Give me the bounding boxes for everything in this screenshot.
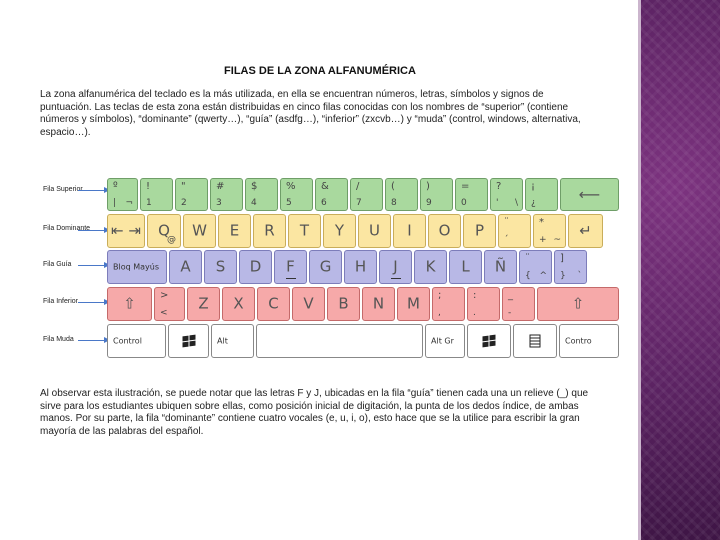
closing-paragraph: Al observar esta ilustración, se puede notar que las letras F y J, ubicadas en la fila “guía” tienen cada una un relieve (_) que sirve para los estudiantes ubiquen sobre ellas, como posición inicial de digitación, la punta de los dedos índice, de ambas manos. Por su parte, la fila “dominante” contiene cuatro vocales (e, u, i, o), esto hace que se la utilice para escribir la gran mayoría de las palabras del español.	[40, 388, 589, 437]
key-superior-sym13[interactable]	[560, 178, 619, 211]
key-main-label: P	[474, 221, 485, 240]
key-guia-k[interactable]	[414, 250, 447, 284]
key-main-label: T	[299, 221, 310, 240]
key-alt-label: @	[167, 235, 176, 245]
key-main-label: Ñ	[494, 257, 507, 276]
key-inferior-n[interactable]	[362, 287, 395, 321]
key-main-label: F	[286, 257, 295, 276]
key-altgr-label: `	[577, 271, 582, 281]
key-base-label: 4	[251, 198, 257, 208]
key-shift-label: "	[181, 181, 186, 192]
key-main-label: J	[393, 257, 398, 276]
key-guia-sym11[interactable]	[519, 250, 552, 284]
key-base-label: .	[473, 308, 476, 318]
key-main-label: M	[407, 294, 420, 313]
row-label-guia: Fila Guía	[43, 261, 72, 268]
key-shift-label: /	[356, 181, 360, 192]
key-main-label: V	[303, 294, 314, 313]
key-base-label: {	[525, 271, 531, 281]
row-label-superior: Fila Superior	[43, 186, 83, 193]
key-muda-control[interactable]	[107, 324, 166, 358]
key-shift-label: _	[508, 290, 513, 301]
key-muda-alt-gr[interactable]	[425, 324, 465, 358]
key-guia-f[interactable]	[274, 250, 307, 284]
key-dominante-y[interactable]	[323, 214, 356, 248]
key-base-label: 2	[181, 198, 187, 208]
key-shift-label: %	[286, 181, 296, 192]
key-text-label: Bloq Mayús	[113, 262, 160, 272]
key-guia-s[interactable]	[204, 250, 237, 284]
key-superior-sym9[interactable]	[420, 178, 453, 211]
key-dominante-sym0[interactable]	[107, 214, 145, 248]
key-shift-label: *	[539, 217, 544, 228]
key-shift-label: )	[426, 181, 430, 192]
key-inferior-c[interactable]	[257, 287, 290, 321]
key-dominante-q[interactable]	[147, 214, 181, 248]
key-superior-sym10[interactable]	[455, 178, 488, 211]
key-dominante-sym11[interactable]	[498, 214, 531, 248]
key-base-label: 3	[216, 198, 222, 208]
key-shift-label: #	[216, 181, 225, 192]
key-dominante-o[interactable]	[428, 214, 461, 248]
key-superior-sym4[interactable]	[245, 178, 278, 211]
key-shift-label: ¡	[531, 181, 536, 192]
key-base-label: 6	[321, 198, 327, 208]
key-guia-l[interactable]	[449, 250, 482, 284]
key-base-label: -	[508, 308, 512, 318]
key-base-label: 7	[356, 198, 362, 208]
key-main-label: L	[461, 257, 470, 276]
key-shift-label: :	[473, 290, 477, 301]
key-main-label: ⇧	[571, 294, 585, 313]
key-inferior-b[interactable]	[327, 287, 360, 321]
key-muda-menu-icon[interactable]	[513, 324, 557, 358]
key-main-label: C	[268, 294, 279, 313]
key-base-label: ,	[438, 308, 441, 318]
key-main-label: A	[180, 257, 191, 276]
key-guia-n[interactable]	[484, 250, 517, 284]
arrow-dominante	[78, 230, 104, 231]
key-inferior-z[interactable]	[187, 287, 220, 321]
arrow-guia	[78, 265, 104, 266]
key-text-label: Alt	[217, 336, 228, 346]
key-main-label: B	[338, 294, 349, 313]
key-guia-a[interactable]	[169, 250, 202, 284]
key-base-label: <	[160, 308, 168, 318]
key-dominante-e[interactable]	[218, 214, 251, 248]
key-superior-sym5[interactable]	[280, 178, 313, 211]
key-base-label: ´	[504, 235, 509, 245]
key-inferior-x[interactable]	[222, 287, 255, 321]
key-base-label: 5	[286, 198, 292, 208]
key-main-label: O	[438, 221, 451, 240]
key-main-label: G	[319, 257, 332, 276]
key-inferior-v[interactable]	[292, 287, 325, 321]
key-inferior-sym1[interactable]	[154, 287, 185, 321]
key-base-label: +	[539, 235, 547, 245]
key-dominante-u[interactable]	[358, 214, 391, 248]
key-muda-alt[interactable]	[211, 324, 254, 358]
windows-icon	[182, 335, 195, 348]
key-main-label: K	[425, 257, 436, 276]
key-main-label: Z	[198, 294, 209, 313]
page-title: FILAS DE LA ZONA ALFANUMÉRICA	[224, 65, 416, 77]
key-shift-label: ]	[560, 253, 564, 264]
key-muda-space[interactable]	[256, 324, 423, 358]
home-key-bump	[391, 278, 401, 279]
key-muda-contro[interactable]	[559, 324, 619, 358]
key-shift-label: =	[461, 181, 470, 192]
key-inferior-sym12[interactable]	[537, 287, 619, 321]
key-guia-j[interactable]	[379, 250, 412, 284]
key-dominante-sym12[interactable]	[533, 214, 566, 248]
key-shift-label: ;	[438, 290, 442, 301]
key-main-label: S	[215, 257, 226, 276]
key-superior-sym7[interactable]	[350, 178, 383, 211]
key-guia-bloq-mayus[interactable]	[107, 250, 167, 284]
menu-icon	[530, 335, 541, 348]
key-guia-sym12[interactable]	[554, 250, 587, 284]
key-shift-label: º	[113, 181, 118, 192]
key-shift-label: ¨	[504, 217, 509, 228]
key-base-label: 9	[426, 198, 432, 208]
key-base-label: 0	[461, 198, 467, 208]
key-shift-label: >	[160, 290, 169, 301]
key-dominante-t[interactable]	[288, 214, 321, 248]
key-shift-label: ?	[496, 181, 502, 192]
row-label-dominante: Fila Dominante	[43, 225, 91, 232]
key-superior-sym3[interactable]	[210, 178, 243, 211]
key-main-label: U	[369, 221, 380, 240]
key-base-label: '	[496, 198, 499, 208]
key-main-label: N	[372, 294, 385, 313]
key-main-label: Q	[158, 221, 170, 240]
key-superior-sym12[interactable]	[525, 178, 558, 211]
key-main-label: ⟵	[578, 185, 601, 203]
key-base-label: 1	[146, 198, 152, 208]
key-inferior-m[interactable]	[397, 287, 430, 321]
key-shift-label: (	[391, 181, 395, 192]
key-main-label: E	[229, 221, 240, 240]
key-dominante-w[interactable]	[183, 214, 216, 248]
key-altgr-label: \	[514, 198, 518, 208]
key-superior-sym6[interactable]	[315, 178, 348, 211]
arrow-superior	[78, 190, 104, 191]
key-altgr-label: ^	[539, 271, 547, 281]
key-text-label: Alt Gr	[431, 336, 454, 346]
key-inferior-sym10[interactable]	[467, 287, 500, 321]
key-shift-label: &	[321, 181, 329, 192]
key-base-label: ¿	[531, 198, 536, 208]
key-superior-sym8[interactable]	[385, 178, 418, 211]
key-text-label: Control	[113, 336, 142, 346]
key-main-label: R	[264, 221, 275, 240]
key-dominante-sym13[interactable]	[568, 214, 603, 248]
key-base-label: }	[560, 271, 566, 281]
key-shift-label: !	[146, 181, 151, 192]
row-label-muda: Fila Muda	[43, 336, 74, 343]
key-main-label: Y	[334, 221, 345, 240]
key-main-label: ⇧	[123, 294, 136, 313]
windows-icon	[483, 335, 496, 348]
key-superior-sym2[interactable]	[175, 178, 208, 211]
key-dominante-i[interactable]	[393, 214, 426, 248]
key-inferior-sym11[interactable]	[502, 287, 535, 321]
key-base-label: 8	[391, 198, 397, 208]
row-label-inferior: Fila Inferior	[43, 298, 79, 305]
key-shift-label: $	[251, 181, 258, 192]
key-main-label: H	[354, 257, 367, 276]
intro-paragraph: La zona alfanumérica del teclado es la más utilizada, en ella se encuentran números, letras, símbolos y signos de puntuación. Las teclas de esta zona están distribuidas en cinco filas conocidas con los nombres de “superior” (contiene números y símbolos), “dominante” (qwerty…), “guía” (asdfg…), “inferior” (zxcvb…) y “muda” (control, windows, alternativa, espacio…).	[40, 89, 581, 138]
key-superior-sym0[interactable]	[107, 178, 138, 211]
key-main-label: X	[233, 294, 244, 313]
key-superior-sym11[interactable]	[490, 178, 523, 211]
key-dominante-r[interactable]	[253, 214, 286, 248]
decorative-sidebar	[641, 0, 720, 540]
arrow-muda	[78, 340, 104, 341]
key-muda-windows-icon[interactable]	[467, 324, 511, 358]
key-inferior-sym0[interactable]	[107, 287, 152, 321]
key-main-label: ↵	[579, 221, 592, 240]
key-superior-sym1[interactable]	[140, 178, 173, 211]
home-key-bump	[286, 278, 296, 279]
key-guia-g[interactable]	[309, 250, 342, 284]
key-guia-d[interactable]	[239, 250, 272, 284]
key-guia-h[interactable]	[344, 250, 377, 284]
key-main-label: I	[407, 221, 412, 240]
key-shift-label: ¨	[525, 253, 530, 264]
key-base-label: |	[113, 198, 117, 208]
key-dominante-p[interactable]	[463, 214, 496, 248]
key-main-label: W	[192, 221, 207, 240]
key-main-label: ⇤ ⇥	[111, 221, 141, 240]
key-inferior-sym9[interactable]	[432, 287, 465, 321]
key-text-label: Contro	[565, 336, 592, 346]
key-main-label: D	[249, 257, 262, 276]
key-altgr-label: ~	[553, 235, 561, 245]
key-muda-windows-icon[interactable]	[168, 324, 209, 358]
key-altgr-label: ¬	[125, 198, 133, 208]
arrow-inferior	[78, 302, 104, 303]
